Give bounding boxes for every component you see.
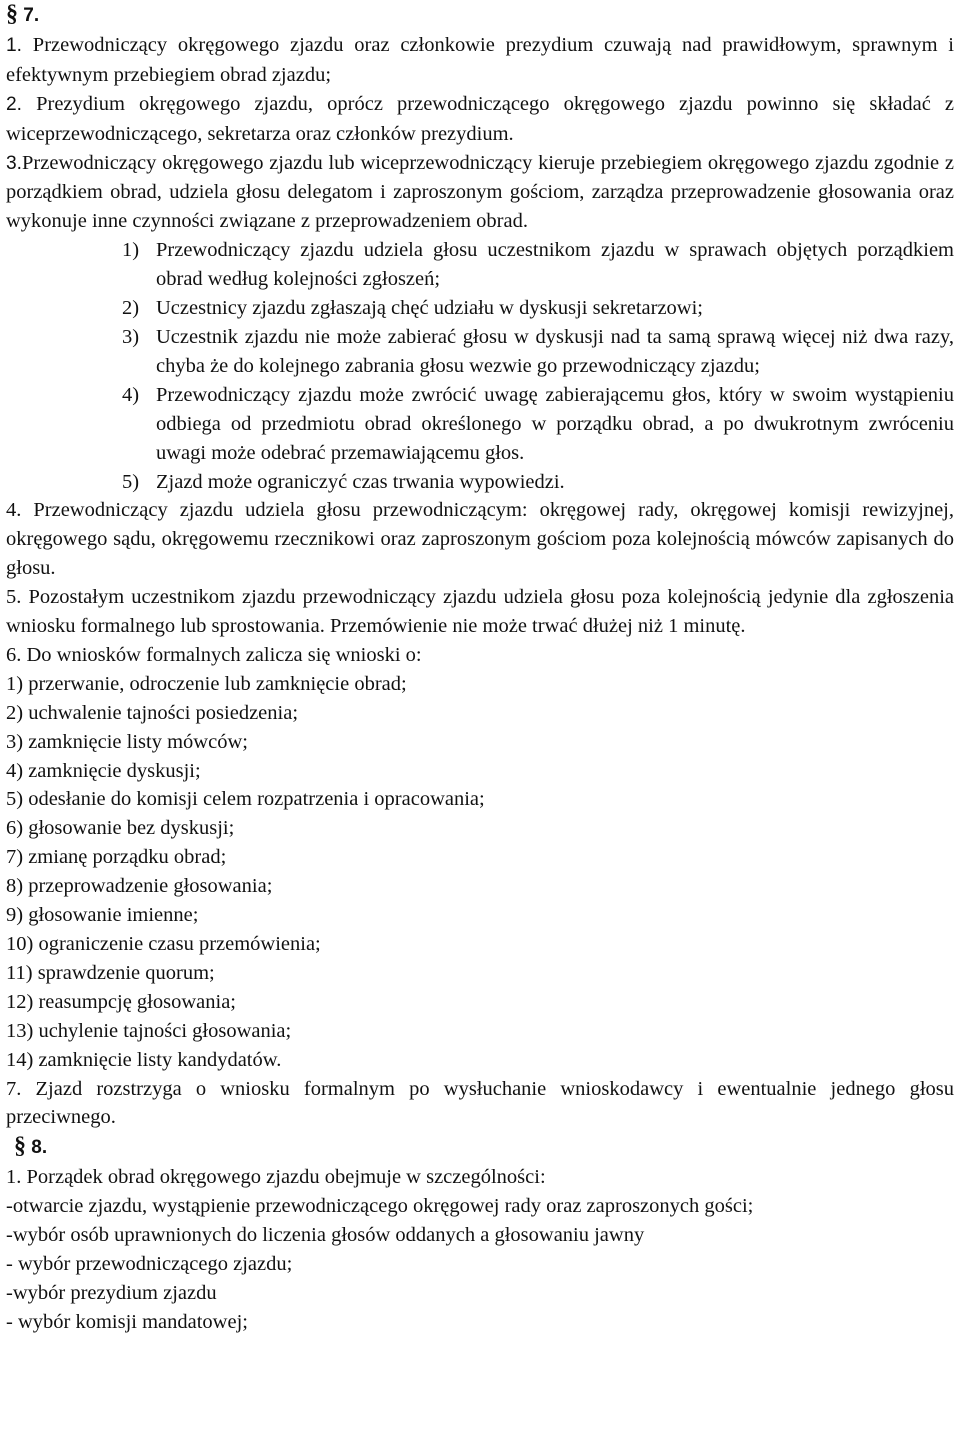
list-item: 1) przerwanie, odroczenie lub zamknięcie obrad;	[6, 672, 407, 695]
paragraph-7-3-list	[6, 236, 954, 496]
list-item-number: 3)	[122, 325, 140, 348]
paragraph-number: 3.	[6, 152, 23, 174]
list-item: 13) uchylenie tajności głosowania;	[6, 1019, 292, 1042]
list-item	[122, 381, 954, 468]
paragraph-7-3	[6, 149, 954, 237]
paragraph-7-5: 5. Pozostałym uczestnikom zjazdu przewodniczący zjazdu udziela głosu poza kolejnością jedynie dla zgłoszenia wniosku formalnego lub sprostowania. Przemówienie nie może trwać dłużej niż 1 minutę.	[6, 586, 954, 638]
list-item	[122, 468, 954, 497]
paragraph-8-1: 1. Porządek obrad okręgowego zjazdu obejmuje w szczególności:	[6, 1166, 546, 1189]
list-item: -wybór osób uprawnionych do liczenia głosów oddanych a głosowaniu jawny	[6, 1224, 645, 1247]
list-item: 3) zamknięcie listy mówców;	[6, 730, 248, 753]
paragraph-text: Przewodniczący okręgowego zjazdu lub wiceprzewodniczący kieruje przebiegiem okręgowego zjazdu zgodnie z porządkiem obrad, udziela głosu delegatom i zaproszonym gościom, zarządza przeprowadzenie głosowania oraz wykonuje inne czynności związane z przeprowadzeniem obrad.	[6, 151, 954, 233]
section-symbol: §	[14, 1133, 26, 1160]
list-item-number: 2)	[122, 297, 140, 320]
list-item: 11) sprawdzenie quorum;	[6, 961, 215, 984]
list-item-number: 5)	[122, 470, 140, 493]
paragraph-7-1	[6, 31, 954, 90]
list-item	[122, 294, 954, 323]
list-item: -otwarcie zjazdu, wystąpienie przewodniczącego okręgowej rady oraz zaproszonych gości;	[6, 1195, 754, 1218]
list-item: 9) głosowanie imienne;	[6, 904, 199, 927]
section-number: 7.	[23, 5, 40, 26]
list-item-text: Uczestnik zjazdu nie może zabierać głosu w dyskusji nad ta samą sprawą więcej niż dwa razy, chyba że do kolejnego zabrania głosu wezwie go przewodniczący zjazdu;	[156, 325, 954, 377]
list-item: -wybór prezydium zjazdu	[6, 1281, 217, 1304]
list-item: 7) zmianę porządku obrad;	[6, 846, 227, 869]
section-7-heading	[6, 0, 954, 31]
section-symbol: §	[6, 1, 18, 27]
paragraph-7-2	[6, 90, 954, 149]
agenda-list	[6, 1192, 954, 1337]
list-item-text: Zjazd może ograniczyć czas trwania wypowiedzi.	[156, 470, 565, 493]
section-8-heading	[6, 1132, 954, 1163]
paragraph-7-7: 7. Zjazd rozstrzyga o wniosku formalnym po wysłuchanie wnioskodawcy i ewentualnie jednego głosu przeciwnego.	[6, 1077, 954, 1129]
section-number: 8.	[31, 1137, 48, 1159]
list-item: 14) zamknięcie listy kandydatów.	[6, 1048, 282, 1071]
list-item: 2) uchwalenie tajności posiedzenia;	[6, 701, 299, 724]
paragraph-text: Przewodniczący okręgowego zjazdu oraz członkowie prezydium czuwają nad prawidłowym, sprawnym i efektywnym przebiegiem obrad zjazdu;	[6, 33, 954, 86]
list-item: 12) reasumpcję głosowania;	[6, 990, 236, 1013]
list-item: 10) ograniczenie czasu przemówienia;	[6, 933, 321, 955]
paragraph-7-4: 4. Przewodniczący zjazdu udziela głosu przewodniczącym: okręgowej rady, okręgowej komisji rewizyjnej, okręgowego sądu, okręgowemu rzecznikowi oraz zaproszonym gościom poza kolejnością mówców zapisanych do głosu.	[6, 499, 954, 580]
list-item-text: Przewodniczący zjazdu może zwrócić uwagę zabierającemu głos, który w swoim wystąpieniu odbiega od przedmiotu obrad określonego w porządku obrad, a po dwukrotnym zwróceniu uwagi może odebrać przemawiającemu głos.	[156, 383, 954, 464]
list-item-number: 4)	[122, 383, 140, 406]
list-item	[122, 323, 954, 381]
list-item-text: Przewodniczący zjazdu udziela głosu uczestnikom zjazdu w sprawach objętych porządkiem obrad według kolejności zgłoszeń;	[156, 239, 954, 291]
paragraph-7-6: 6. Do wniosków formalnych zalicza się wnioski o:	[6, 643, 422, 666]
list-item: 5) odesłanie do komisji celem rozpatrzenia i opracowania;	[6, 788, 485, 811]
list-item	[122, 236, 954, 294]
paragraph-number: 1.	[6, 34, 23, 56]
list-item: 8) przeprowadzenie głosowania;	[6, 875, 273, 898]
list-item-text: Uczestnicy zjazdu zgłaszają chęć udziału w dyskusji sekretarzowi;	[156, 297, 704, 320]
formal-motions-list	[6, 670, 954, 1075]
list-item: 4) zamknięcie dyskusji;	[6, 759, 201, 782]
list-item: 6) głosowanie bez dyskusji;	[6, 817, 235, 840]
paragraph-text: Prezydium okręgowego zjazdu, oprócz przewodniczącego okręgowego zjazdu powinno się składać z wiceprzewodniczącego, sekretarza oraz członków prezydium.	[6, 92, 955, 145]
paragraph-number: 2.	[6, 93, 23, 115]
list-item-number: 1)	[122, 239, 140, 262]
list-item: - wybór przewodniczącego zjazdu;	[6, 1252, 293, 1275]
list-item: - wybór komisji mandatowej;	[6, 1310, 248, 1333]
